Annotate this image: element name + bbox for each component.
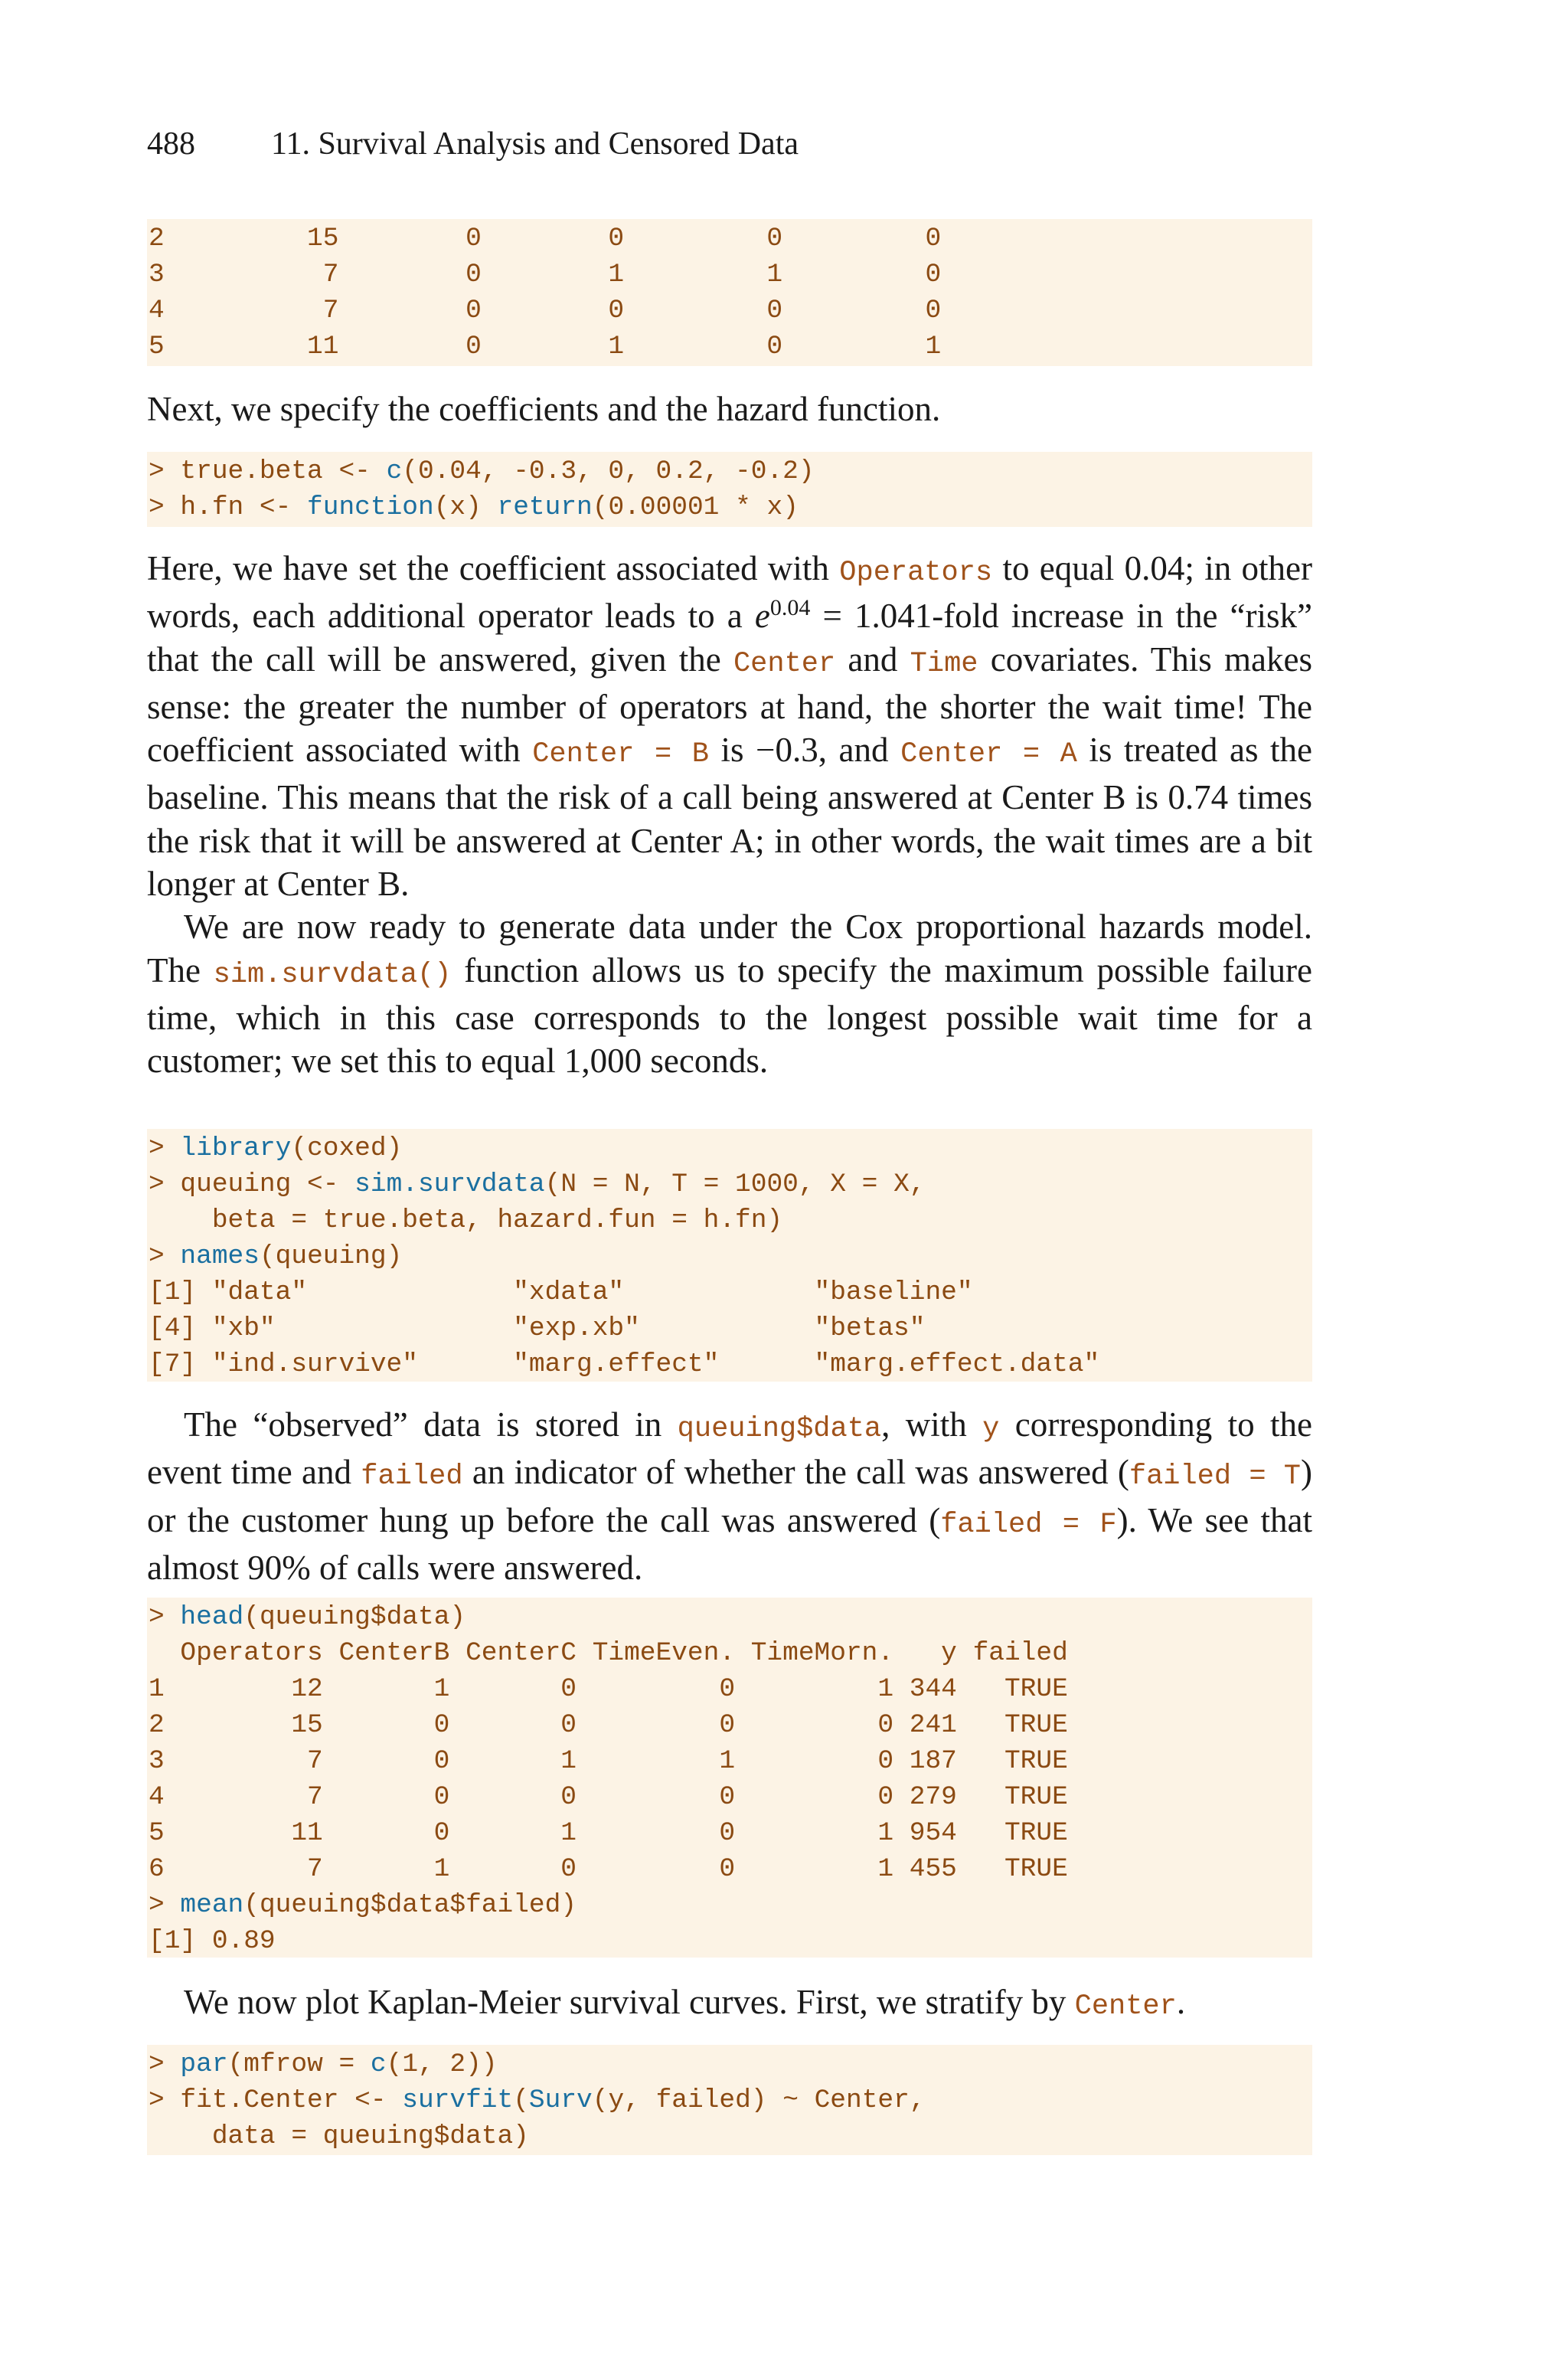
code-output-line: [1] "data" "xdata" "baseline"	[149, 1277, 973, 1307]
text-run: ) or the customer hung up before the call was answered (	[147, 1453, 1312, 1539]
code-line: data = queuing$data)	[149, 2121, 529, 2151]
code-text: (	[513, 2085, 529, 2115]
text-run: We now plot Kaplan-Meier survival curves. First, we stratify by	[184, 1983, 1075, 2021]
code-text: (x)	[433, 492, 498, 522]
code-block-table-tail	[147, 219, 1312, 366]
code-text: > h.fn <-	[149, 492, 308, 522]
code-line: 5 11 0 1 0 1	[149, 332, 942, 361]
code-text: (y, failed) ~ Center,	[592, 2085, 926, 2115]
math-e: e	[754, 597, 770, 636]
code-output-row: 3 7 0 1 1 0 187 TRUE	[149, 1746, 1068, 1776]
function-name: library	[180, 1133, 292, 1163]
text-run: Here, we have set the coefficient associated with	[147, 549, 840, 587]
code-text: (coxed)	[291, 1133, 403, 1163]
function-name: function	[307, 492, 434, 522]
code-output-row: 1 12 1 0 0 1 344 TRUE	[149, 1674, 1068, 1704]
inline-code: failed = F	[940, 1508, 1117, 1541]
inline-code: Time	[910, 647, 978, 680]
function-name: c	[370, 2049, 387, 2079]
inline-code: y	[982, 1413, 1000, 1445]
code-output-header: Operators CenterB CenterC TimeEven. TimeMorn. y failed	[149, 1638, 1068, 1668]
function-name: names	[180, 1241, 260, 1271]
page-number: 488	[147, 126, 195, 162]
code-text: > fit.Center <-	[149, 2085, 403, 2115]
text-run: and	[835, 639, 910, 679]
code-text: > queuing <-	[149, 1169, 355, 1199]
paragraph-text	[147, 1981, 1312, 2028]
code-text: (queuing$data)	[243, 1602, 466, 1632]
inline-code: failed = T	[1129, 1460, 1301, 1493]
inline-code: failed	[361, 1460, 463, 1493]
function-name: c	[386, 456, 403, 486]
paragraph-generate-data	[147, 905, 1312, 1082]
text-run: , with	[881, 1405, 983, 1444]
code-output-line: [1] 0.89	[149, 1926, 276, 1956]
text-run: an indicator of whether the call was answered (	[462, 1453, 1129, 1492]
code-text: >	[149, 1890, 181, 1920]
text-run: corresponding to the event time and	[147, 1405, 1312, 1492]
code-output-line: [4] "xb" "exp.xb" "betas"	[149, 1313, 926, 1343]
text-run: .	[1176, 1983, 1186, 2021]
code-text: >	[149, 1602, 181, 1632]
code-text: (queuing)	[259, 1241, 403, 1271]
code-line	[149, 1599, 1312, 1635]
code-line: 2 15 0 0 0 0	[149, 224, 942, 254]
paragraph-observed-data	[147, 1403, 1312, 1589]
code-text: (mfrow =	[227, 2049, 371, 2079]
inline-code: Center = B	[532, 738, 709, 771]
function-name: return	[497, 492, 593, 522]
code-block-simulation	[147, 1129, 1312, 1382]
math-exponent: 0.04	[769, 595, 811, 621]
inline-code: Operators	[839, 557, 993, 589]
code-output-line: [7] "ind.survive" "marg.effect" "marg.effect.data"	[149, 1349, 1100, 1379]
function-name: mean	[180, 1890, 244, 1920]
code-text: (N = N, T = 1000, X = X,	[544, 1169, 926, 1199]
code-text: >	[149, 1133, 181, 1163]
inline-code: Center = A	[900, 738, 1077, 771]
code-text: >	[149, 1241, 181, 1271]
code-line: 3 7 0 1 1 0	[149, 260, 942, 289]
code-output-row: 6 7 1 0 0 1 455 TRUE	[149, 1854, 1068, 1884]
function-name: sim.survdata	[354, 1169, 545, 1199]
text-run: function allows us to specify the maximum possible failure time, which in this case corresponds to the longest possible wait time for a customer; we set this to equal 1,000 seconds.	[147, 950, 1313, 1081]
text-run: ). We see that almost 90% of calls were answered.	[147, 1500, 1313, 1587]
code-line	[149, 1166, 1312, 1202]
code-text: (0.04, -0.3, 0, 0.2, -0.2)	[402, 456, 815, 486]
paragraph-text	[147, 1403, 1312, 1589]
code-text: (queuing$data$failed)	[243, 1890, 577, 1920]
text-run: covariates. This makes sense: the greater the number of operators at hand, the shorter the wait time! The coefficient associated with	[147, 639, 1313, 770]
function-name: head	[180, 1602, 244, 1632]
inline-code: sim.survdata()	[213, 958, 452, 991]
page-header	[147, 126, 799, 162]
code-block-survfit	[147, 2045, 1312, 2155]
code-line	[149, 489, 1312, 525]
code-line: 4 7 0 0 0 0	[149, 296, 942, 325]
paragraph-coefficient-explanation	[147, 547, 1312, 905]
code-text: > true.beta <-	[149, 456, 387, 486]
code-line	[149, 1887, 1312, 1923]
code-block-coefficients	[147, 452, 1312, 527]
code-line: beta = true.beta, hazard.fun = h.fn)	[149, 1205, 783, 1235]
text-run: We are now ready to generate data under the Cox proportional hazards model. The	[147, 908, 1312, 989]
inline-code: Center	[733, 647, 836, 680]
running-title: 11. Survival Analysis and Censored Data	[271, 126, 799, 162]
code-output-row: 2 15 0 0 0 0 241 TRUE	[149, 1710, 1068, 1740]
paragraph-next	[147, 388, 1312, 430]
code-line	[149, 2046, 1312, 2082]
text-run: The “observed” data is stored in	[184, 1405, 678, 1444]
paragraph-kaplan-meier	[147, 1981, 1312, 2028]
code-line	[149, 2082, 1312, 2118]
code-line	[149, 1130, 1312, 1166]
code-output-row: 5 11 0 1 0 1 954 TRUE	[149, 1818, 1068, 1848]
inline-code: queuing$data	[677, 1413, 882, 1445]
code-text: >	[149, 2049, 181, 2079]
paragraph-group-coefficients	[147, 547, 1312, 1083]
function-name: survfit	[402, 2085, 514, 2115]
paragraph-text: Next, we specify the coefficients and the hazard function.	[147, 390, 941, 428]
text-run: to equal 0.04; in other words, each additional operator leads to a	[147, 549, 1312, 636]
inline-code: Center	[1074, 1990, 1177, 2023]
code-text: (0.00001 * x)	[592, 492, 799, 522]
text-run: is treated as the baseline. This means that the risk of a call being answered at Center B is 0.74 times the risk that it will be answered at Center A; in other words, the wait times are a bit longer at Center B.	[147, 731, 1313, 904]
code-text: (1, 2))	[386, 2049, 498, 2079]
function-name: par	[180, 2049, 228, 2079]
function-name: Surv	[528, 2085, 593, 2115]
code-line	[149, 1238, 1312, 1274]
code-block-head-output	[147, 1598, 1312, 1958]
code-line	[149, 453, 1312, 489]
text-run: = 1.041-fold increase in the “risk” that the call will be answered, given the	[147, 597, 1312, 679]
code-output-row: 4 7 0 0 0 0 279 TRUE	[149, 1782, 1068, 1812]
text-run: is −0.3, and	[708, 731, 901, 770]
